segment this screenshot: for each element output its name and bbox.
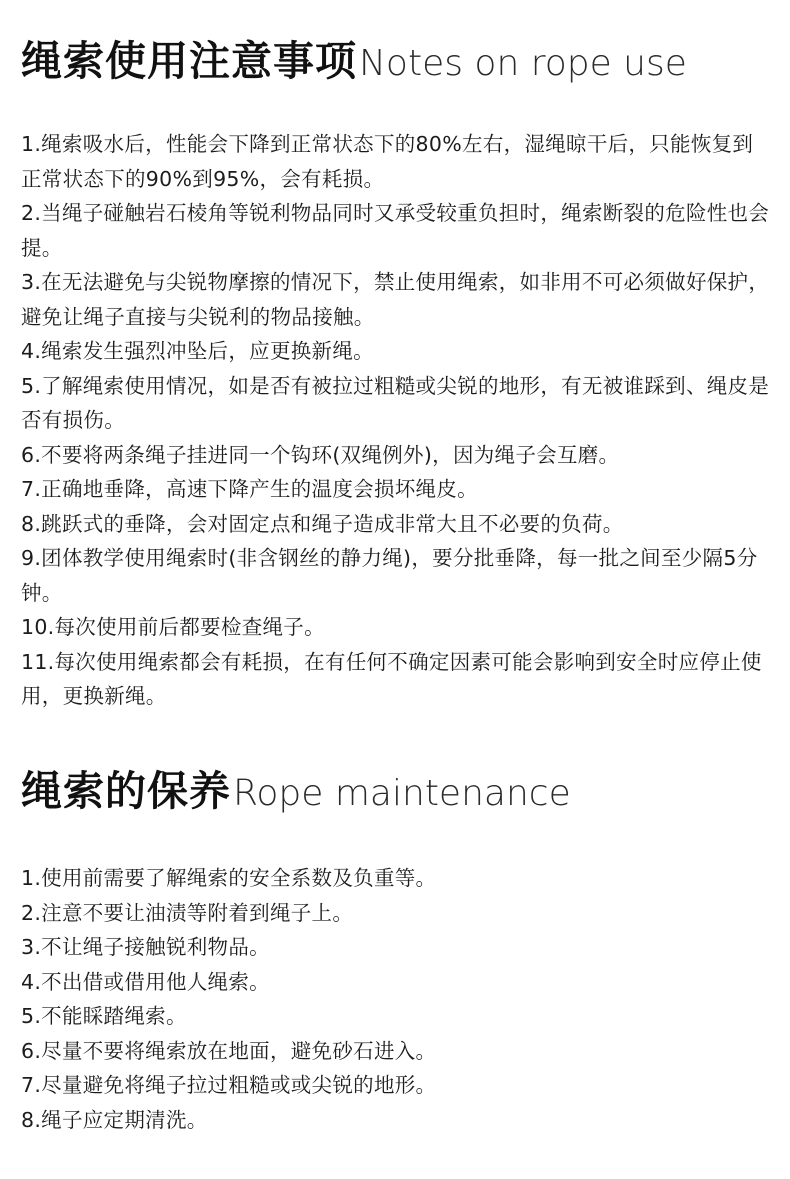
rope-maintenance-title-en: Rope maintenance [233,773,571,814]
list-item: 2.当绳子碰触岩石棱角等锐利物品同时又承受较重负担时，绳索断裂的危险性也会提。 [21,201,770,260]
list-item: 11.每次使用绳索都会有耗损，在有任何不确定因素可能会影响到安全时应停止使用，更换新绳。 [21,649,762,708]
list-item: 8.绳子应定期清洗。 [21,1107,208,1132]
list-item: 7.尽量避免将绳子拉过粗糙或或尖锐的地形。 [21,1073,437,1097]
rope-maintenance-section [21,758,770,1137]
list-item: 8.跳跃式的垂降，会对固定点和绳子造成非常大且不必要的负荷。 [21,511,624,536]
list-item: 1.绳索吸水后，性能会下降到正常状态下的80%左右，湿绳晾干后，只能恢复到正常状态下的90%到95%，会有耗损。 [21,132,754,191]
rope-use-notes-section [21,28,770,714]
rope-maintenance-list [21,861,770,1137]
list-item: 10.每次使用前后都要检查绳子。 [21,615,325,639]
rope-use-notes-list [21,127,770,714]
list-item: 5.了解绳索使用情况，如是否有被拉过粗糙或尖锐的地形，有无被谁踩到、绳皮是否有损伤。 [21,373,770,432]
list-item: 6.尽量不要将绳索放在地面，避免砂石进入。 [21,1038,437,1063]
rope-maintenance-heading [21,758,770,817]
list-item: 5.不能睬踏绳索。 [21,1004,187,1028]
rope-use-notes-heading [21,28,770,87]
list-item: 7.正确地垂降，高速下降产生的温度会损坏绳皮。 [21,477,478,501]
list-item: 2.注意不要让油渍等附着到绳子上。 [21,900,354,925]
list-item: 4.不出借或借用他人绳索。 [21,969,270,994]
rope-maintenance-title-zh: 绳索的保养 [21,767,231,815]
rope-use-notes-title-en: Notes on rope use [359,43,687,84]
list-item: 3.不让绳子接触锐利物品。 [21,935,270,959]
list-item: 6.不要将两条绳子挂进同一个钩环(双绳例外)，因为绳子会互磨。 [21,442,620,467]
list-item: 1.使用前需要了解绳索的安全系数及负重等。 [21,866,437,890]
list-item: 9.团体教学使用绳索时(非含钢丝的静力绳)，要分批垂降，每一批之间至少隔5分钟。 [21,546,758,605]
list-item: 3.在无法避免与尖锐物摩擦的情况下，禁止使用绳索，如非用不可必须做好保护，避免让绳子直接与尖锐利的物品接触。 [21,270,770,329]
list-item: 4.绳索发生强烈冲坠后，应更换新绳。 [21,339,374,363]
rope-use-notes-title-zh: 绳索使用注意事项 [21,37,357,85]
